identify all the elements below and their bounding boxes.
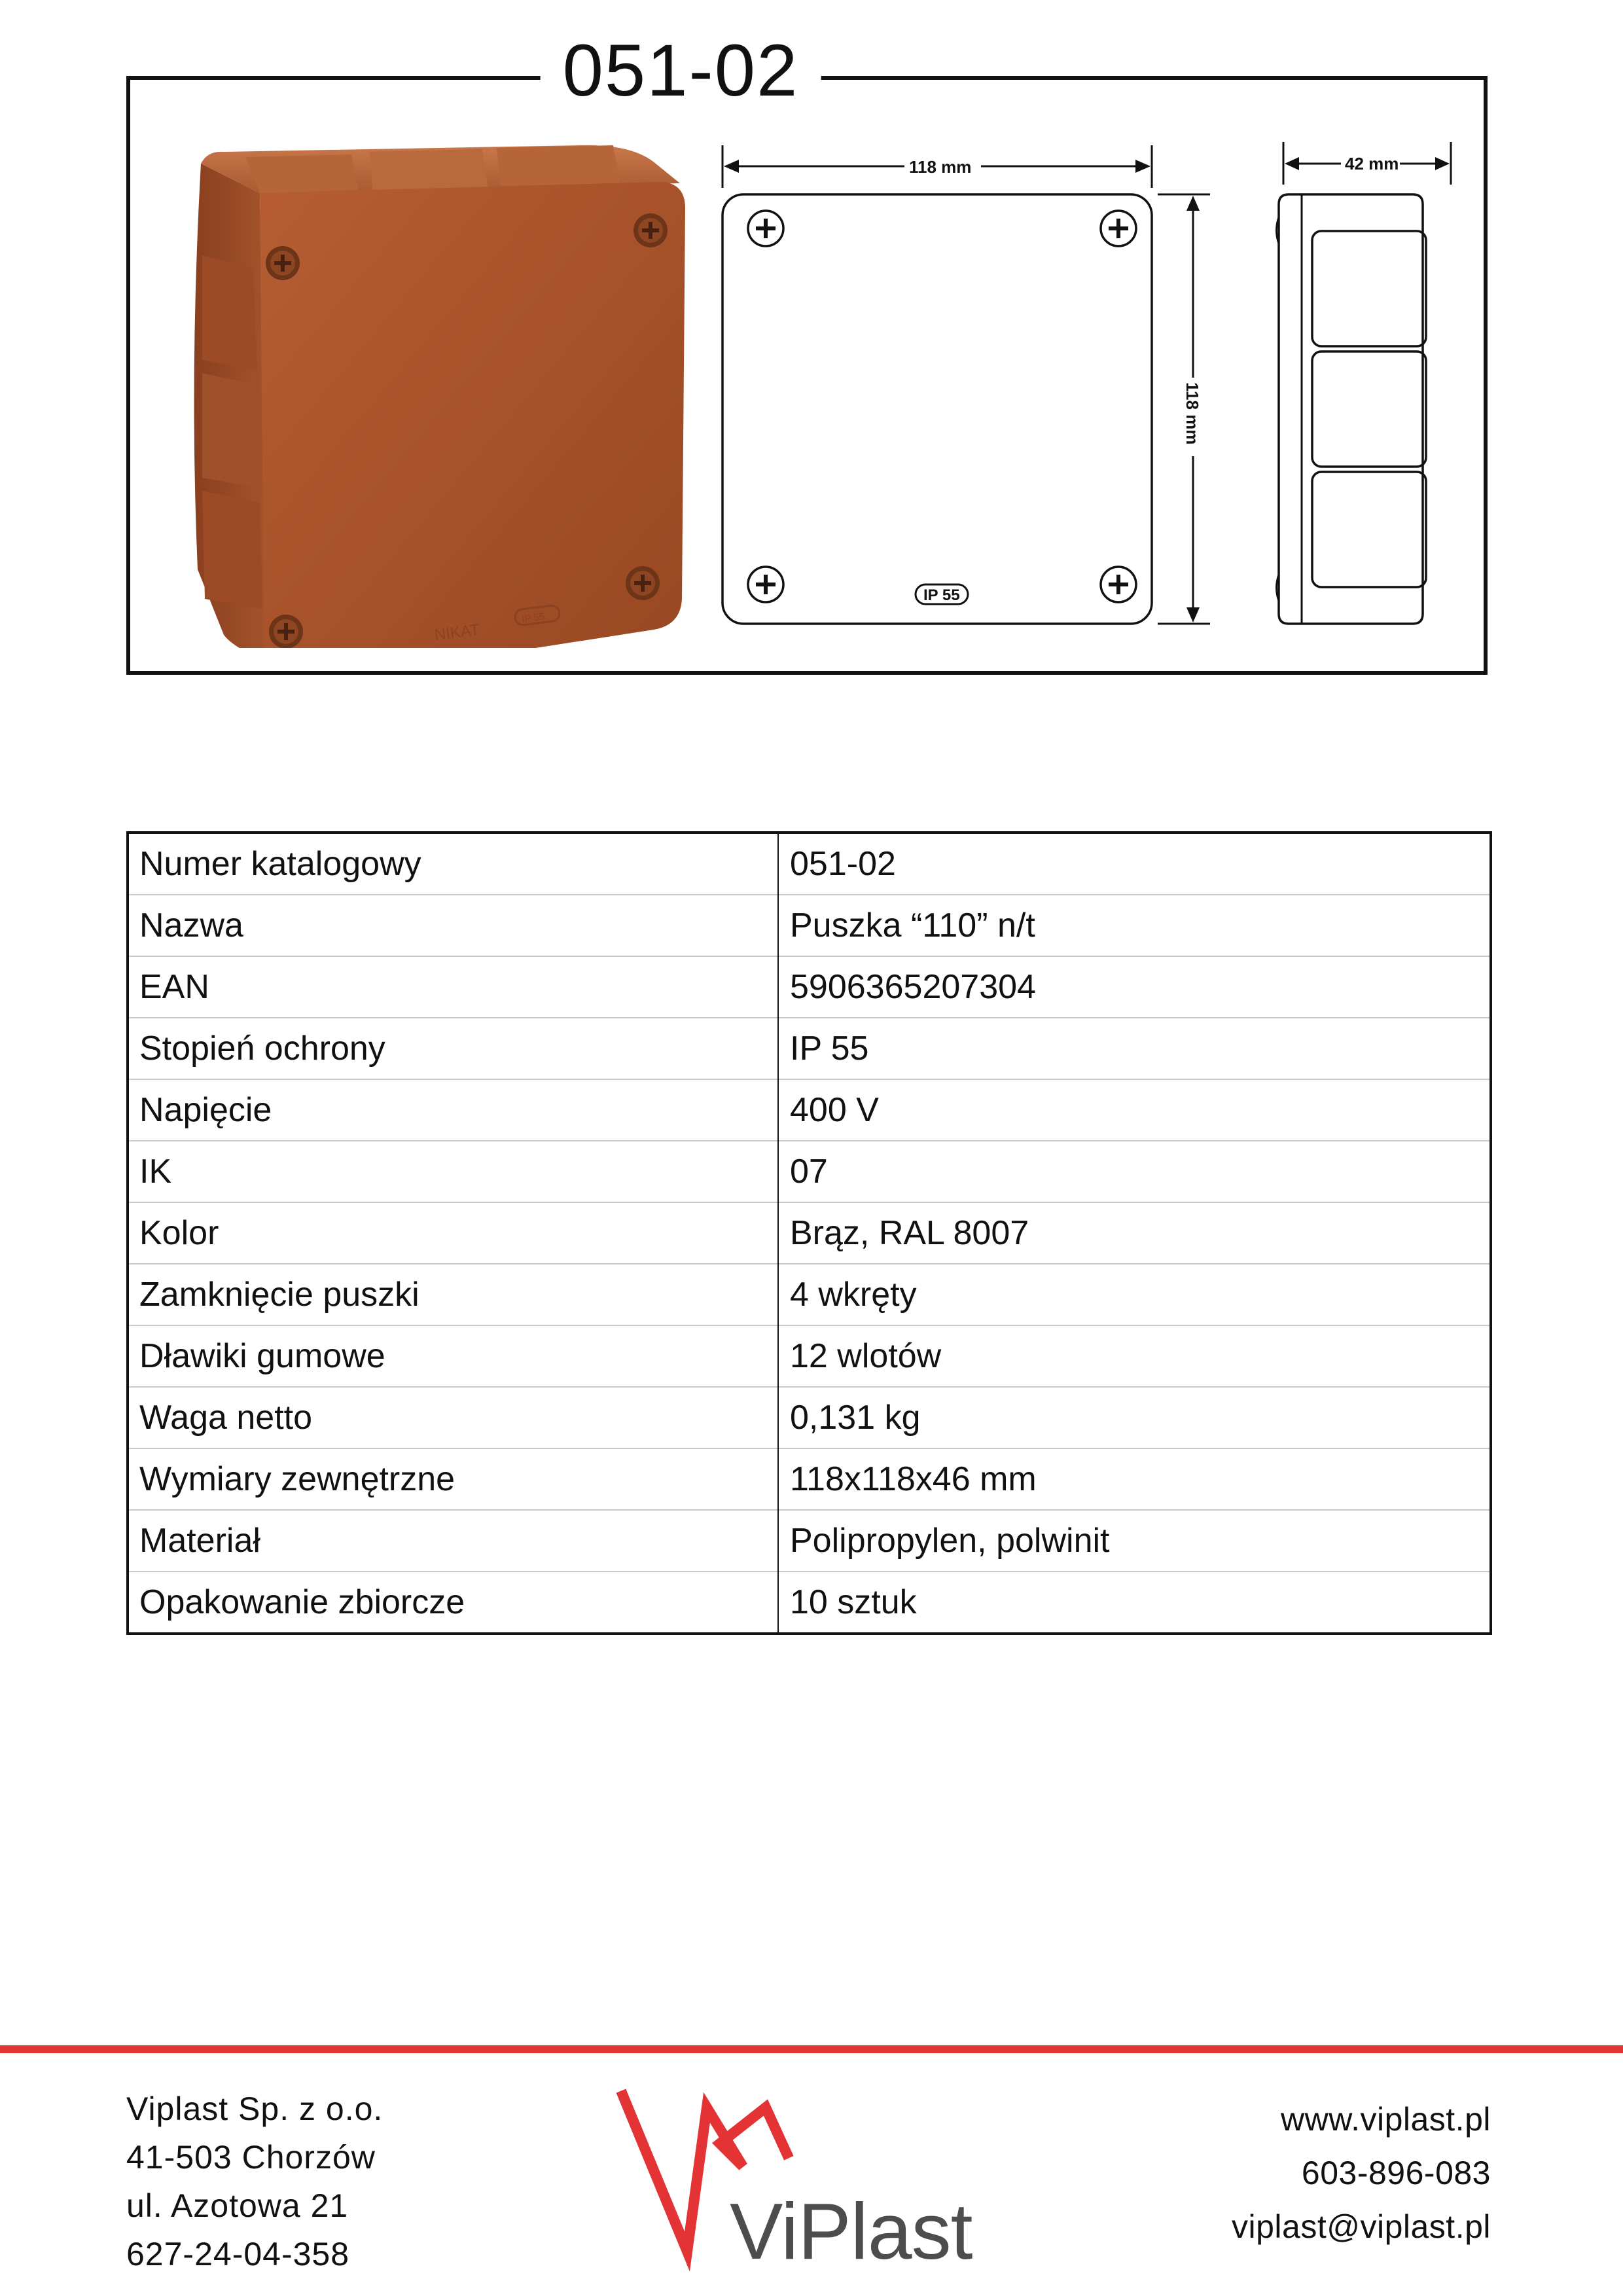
- spec-row: [128, 1448, 1491, 1510]
- phone-number[interactable]: 603-896-083: [1301, 2155, 1491, 2191]
- spec-row: [128, 1202, 1491, 1264]
- spec-value: 118x118x46 mm: [778, 1448, 1491, 1510]
- dim-height-arrow-top: [1186, 196, 1200, 211]
- footer-divider: [0, 2045, 1623, 2053]
- company-postal: 41-503 Chorzów: [126, 2139, 376, 2176]
- spec-value: 5906365207304: [778, 956, 1491, 1018]
- front-view-outline: [722, 194, 1152, 624]
- dim-width-label: 118 mm: [909, 157, 972, 177]
- spec-label: Stopień ochrony: [128, 1018, 778, 1079]
- company-name: Viplast Sp. z o.o.: [126, 2090, 383, 2127]
- email-link[interactable]: viplast@viplast.pl: [1231, 2208, 1491, 2245]
- spec-table: [126, 831, 1492, 1635]
- spec-label: Numer katalogowy: [128, 833, 778, 895]
- viplast-logo-text: ViPlast: [730, 2187, 972, 2276]
- spec-label: Waga netto: [128, 1387, 778, 1448]
- spec-label: EAN: [128, 956, 778, 1018]
- spec-value: 12 wlotów: [778, 1325, 1491, 1387]
- spec-row: [128, 1079, 1491, 1141]
- dim-height-arrow-bottom: [1186, 607, 1200, 622]
- spec-label: Dławiki gumowe: [128, 1325, 778, 1387]
- spec-row: [128, 1325, 1491, 1387]
- spec-label: Kolor: [128, 1202, 778, 1264]
- front-screw-tr: [1101, 211, 1136, 246]
- company-address: [126, 2085, 383, 2278]
- front-screw-br: [1101, 567, 1136, 602]
- spec-row: [128, 833, 1491, 895]
- side-gland-3: [1312, 472, 1426, 587]
- spec-row: [128, 956, 1491, 1018]
- spec-row: [128, 1264, 1491, 1325]
- spec-row: [128, 1510, 1491, 1571]
- dim-depth-label: 42 mm: [1345, 154, 1399, 173]
- technical-drawing: [130, 80, 1491, 679]
- spec-value: 07: [778, 1141, 1491, 1202]
- spec-value: Puszka “110” n/t: [778, 895, 1491, 956]
- spec-label: IK: [128, 1141, 778, 1202]
- dim-height-label: 118 mm: [1183, 382, 1202, 445]
- side-gland-2: [1312, 351, 1426, 467]
- dim-depth-arrow-right: [1435, 157, 1450, 170]
- spec-value: 4 wkręty: [778, 1264, 1491, 1325]
- product-code-title: 051-02: [541, 34, 821, 107]
- ip-badge-label: IP 55: [923, 586, 960, 604]
- spec-value: IP 55: [778, 1018, 1491, 1079]
- product-frame: [126, 76, 1488, 675]
- spec-value: 0,131 kg: [778, 1387, 1491, 1448]
- photo-embossed-badge: IP 55: [521, 611, 546, 625]
- website-link[interactable]: www.viplast.pl: [1281, 2101, 1491, 2138]
- spec-row: [128, 895, 1491, 956]
- spec-row: [128, 1141, 1491, 1202]
- photo-embossed-brand: NIKAT: [433, 620, 481, 644]
- spec-row: [128, 1018, 1491, 1079]
- dim-depth-arrow-left: [1285, 157, 1299, 170]
- spec-value: Brąz, RAL 8007: [778, 1202, 1491, 1264]
- side-view-outline: [1279, 194, 1423, 624]
- dim-width-arrow-right: [1135, 160, 1150, 173]
- dim-width-arrow-left: [724, 160, 739, 173]
- spec-label: Napięcie: [128, 1079, 778, 1141]
- company-nip: 627-24-04-358: [126, 2236, 350, 2272]
- spec-row: [128, 1387, 1491, 1448]
- spec-row: [128, 1571, 1491, 1634]
- spec-label: Opakowanie zbiorcze: [128, 1571, 778, 1634]
- company-contact: [1232, 2092, 1491, 2253]
- spec-label: Zamknięcie puszki: [128, 1264, 778, 1325]
- side-gland-1: [1312, 231, 1426, 346]
- spec-label: Wymiary zewnętrzne: [128, 1448, 778, 1510]
- spec-label: Materiał: [128, 1510, 778, 1571]
- spec-value: Polipropylen, polwinit: [778, 1510, 1491, 1571]
- spec-label: Nazwa: [128, 895, 778, 956]
- company-street: ul. Azotowa 21: [126, 2187, 349, 2224]
- spec-value: 051-02: [790, 845, 896, 883]
- spec-value: 10 sztuk: [778, 1571, 1491, 1634]
- spec-value: 400 V: [778, 1079, 1491, 1141]
- front-screw-tl: [748, 211, 783, 246]
- front-screw-bl: [748, 567, 783, 602]
